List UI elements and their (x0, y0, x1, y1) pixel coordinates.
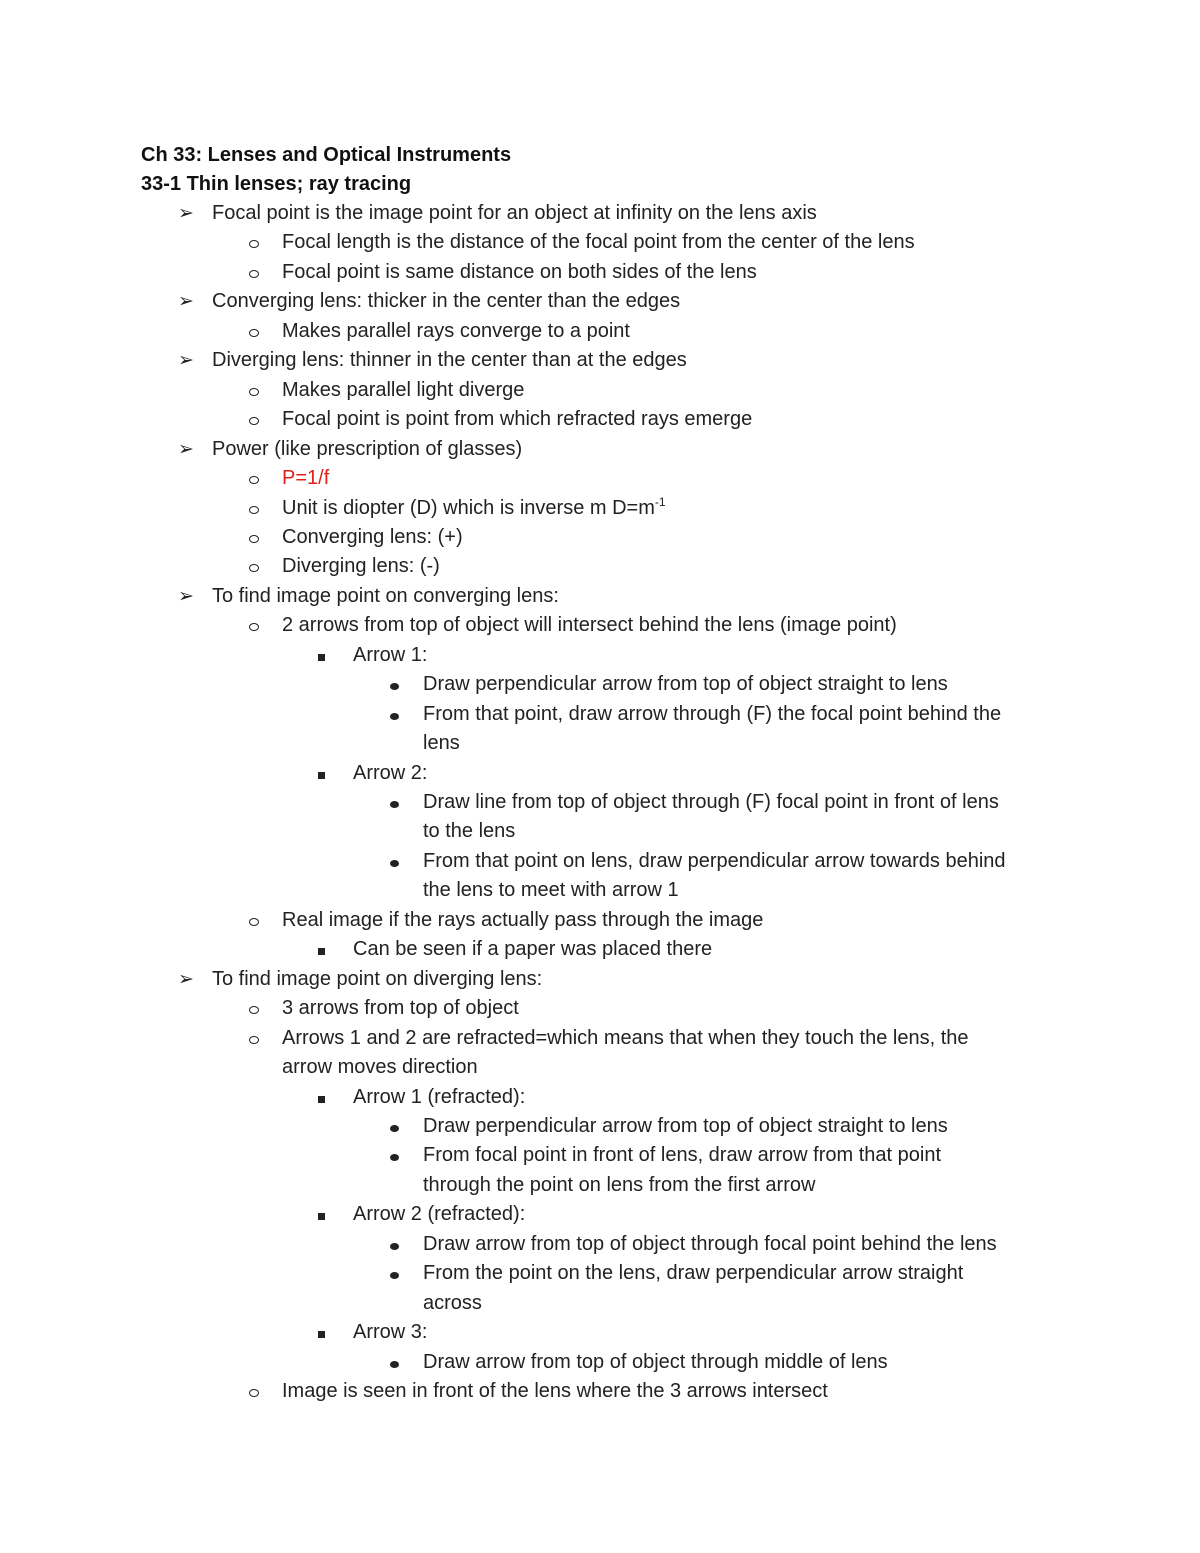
square-bullet-icon (318, 759, 325, 789)
list-item: Converging lens: (+) (282, 525, 463, 548)
list-item: Makes parallel rays converge to a point (282, 319, 630, 342)
circle-bullet-icon (249, 405, 259, 435)
list-item: Draw line from top of object through (F) focal point in front of lens (423, 791, 999, 813)
dot-bullet-icon (390, 1348, 399, 1378)
list-item: From the point on the lens, draw perpendicular arrow straight (423, 1262, 964, 1285)
circle-bullet-icon (249, 994, 259, 1024)
circle-bullet-icon (249, 552, 259, 582)
list-item-continuation: across (423, 1291, 482, 1314)
dot-bullet-icon (390, 847, 399, 877)
list-item: 3 arrows from top of object (282, 997, 519, 1020)
list-item: Focal point is point from which refracted rays emerge (282, 408, 753, 431)
list-item: Arrow 1 (refracted): (353, 1085, 526, 1108)
list-item: 2 arrows from top of object will intersect behind the lens (image point) (282, 614, 897, 637)
dot-bullet-icon (390, 1112, 399, 1142)
list-item: Draw perpendicular arrow from top of object straight to lens (423, 1114, 948, 1137)
list-item: Power (like prescription of glasses) (212, 437, 523, 460)
arrow-bullet-icon: ➢ (178, 291, 194, 313)
list-item: Draw perpendicular arrow from top of object straight to lens (423, 673, 948, 696)
circle-bullet-icon (249, 317, 259, 347)
circle-bullet-icon (249, 228, 259, 258)
circle-bullet-icon (249, 1377, 259, 1407)
arrow-bullet-icon: ➢ (178, 585, 194, 607)
circle-bullet-icon (249, 376, 259, 406)
square-bullet-icon (318, 1083, 325, 1113)
list-item: Unit is diopter (D) which is inverse m $D=m^{-1}$ (282, 494, 666, 519)
list-item: Focal point is same distance on both sides of the lens (282, 260, 757, 283)
list-item: Arrow 2: (353, 761, 428, 784)
list-item: Image is seen in front of the lens where the 3 arrows intersect (282, 1380, 828, 1402)
list-item-continuation: through the point on lens from the first arrow (423, 1173, 816, 1196)
square-bullet-icon (318, 1200, 325, 1230)
list-item: Arrow 2 (refracted): (353, 1203, 526, 1226)
list-item: Makes parallel light diverge (282, 378, 525, 401)
circle-bullet-icon (249, 523, 259, 553)
list-item-continuation: arrow moves direction (282, 1056, 478, 1079)
list-item: From that point, draw arrow through (F) the focal point behind the (423, 702, 1002, 725)
circle-bullet-icon (249, 258, 259, 288)
circle-bullet-icon (249, 906, 259, 936)
section-heading: 33-1 Thin lenses; ray tracing (141, 173, 412, 195)
list-item: Draw arrow from top of object through focal point behind the lens (423, 1232, 997, 1255)
list-item: Draw arrow from top of object through middle of lens (423, 1350, 888, 1373)
dot-bullet-icon (390, 1230, 399, 1260)
square-bullet-icon (318, 641, 325, 671)
arrow-bullet-icon: ➢ (178, 968, 194, 990)
list-item: Diverging lens: thinner in the center than at the edges (212, 349, 687, 372)
list-item: Arrow 3: (353, 1321, 428, 1344)
list-item: To find image point on converging lens: (212, 584, 559, 607)
list-item: Focal point is the image point for an object at infinity on the lens axis (212, 202, 817, 224)
arrow-bullet-icon: ➢ (178, 350, 194, 372)
circle-bullet-icon (249, 464, 259, 494)
dot-bullet-icon (390, 788, 399, 818)
dot-bullet-icon (390, 700, 399, 730)
arrow-bullet-icon: ➢ (178, 438, 194, 460)
list-item: From focal point in front of lens, draw arrow from that point (423, 1144, 941, 1167)
list-item: From that point on lens, draw perpendicular arrow towards behind (423, 849, 1006, 872)
list-item: Real image if the rays actually pass through the image (282, 908, 764, 931)
square-bullet-icon (318, 935, 325, 965)
dot-bullet-icon (390, 1141, 399, 1171)
list-item: P=1/f (282, 467, 330, 490)
list-item: Arrows 1 and 2 are refracted=which means that when they touch the lens, the (282, 1026, 969, 1049)
list-item: Can be seen if a paper was placed there (353, 938, 713, 961)
list-item: Focal length is the distance of the focal point from the center of the lens (282, 231, 915, 254)
dot-bullet-icon (390, 670, 399, 700)
square-bullet-icon (318, 1318, 325, 1348)
circle-bullet-icon (249, 1024, 259, 1054)
list-item: Diverging lens: (-) (282, 555, 440, 578)
list-item-continuation: lens (423, 732, 460, 755)
list-item: Converging lens: thicker in the center than the edges (212, 290, 681, 313)
list-item-continuation: to the lens (423, 820, 516, 843)
list-item: To find image point on diverging lens: (212, 967, 543, 990)
circle-bullet-icon (249, 611, 259, 641)
superscript: -1 (654, 494, 666, 509)
dot-bullet-icon (390, 1259, 399, 1289)
page-title: Ch 33: Lenses and Optical Instruments (141, 144, 512, 166)
circle-bullet-icon (249, 494, 259, 524)
list-item: Arrow 1: (353, 643, 428, 666)
arrow-bullet-icon: ➢ (178, 203, 194, 224)
list-item-continuation: the lens to meet with arrow 1 (423, 879, 679, 902)
